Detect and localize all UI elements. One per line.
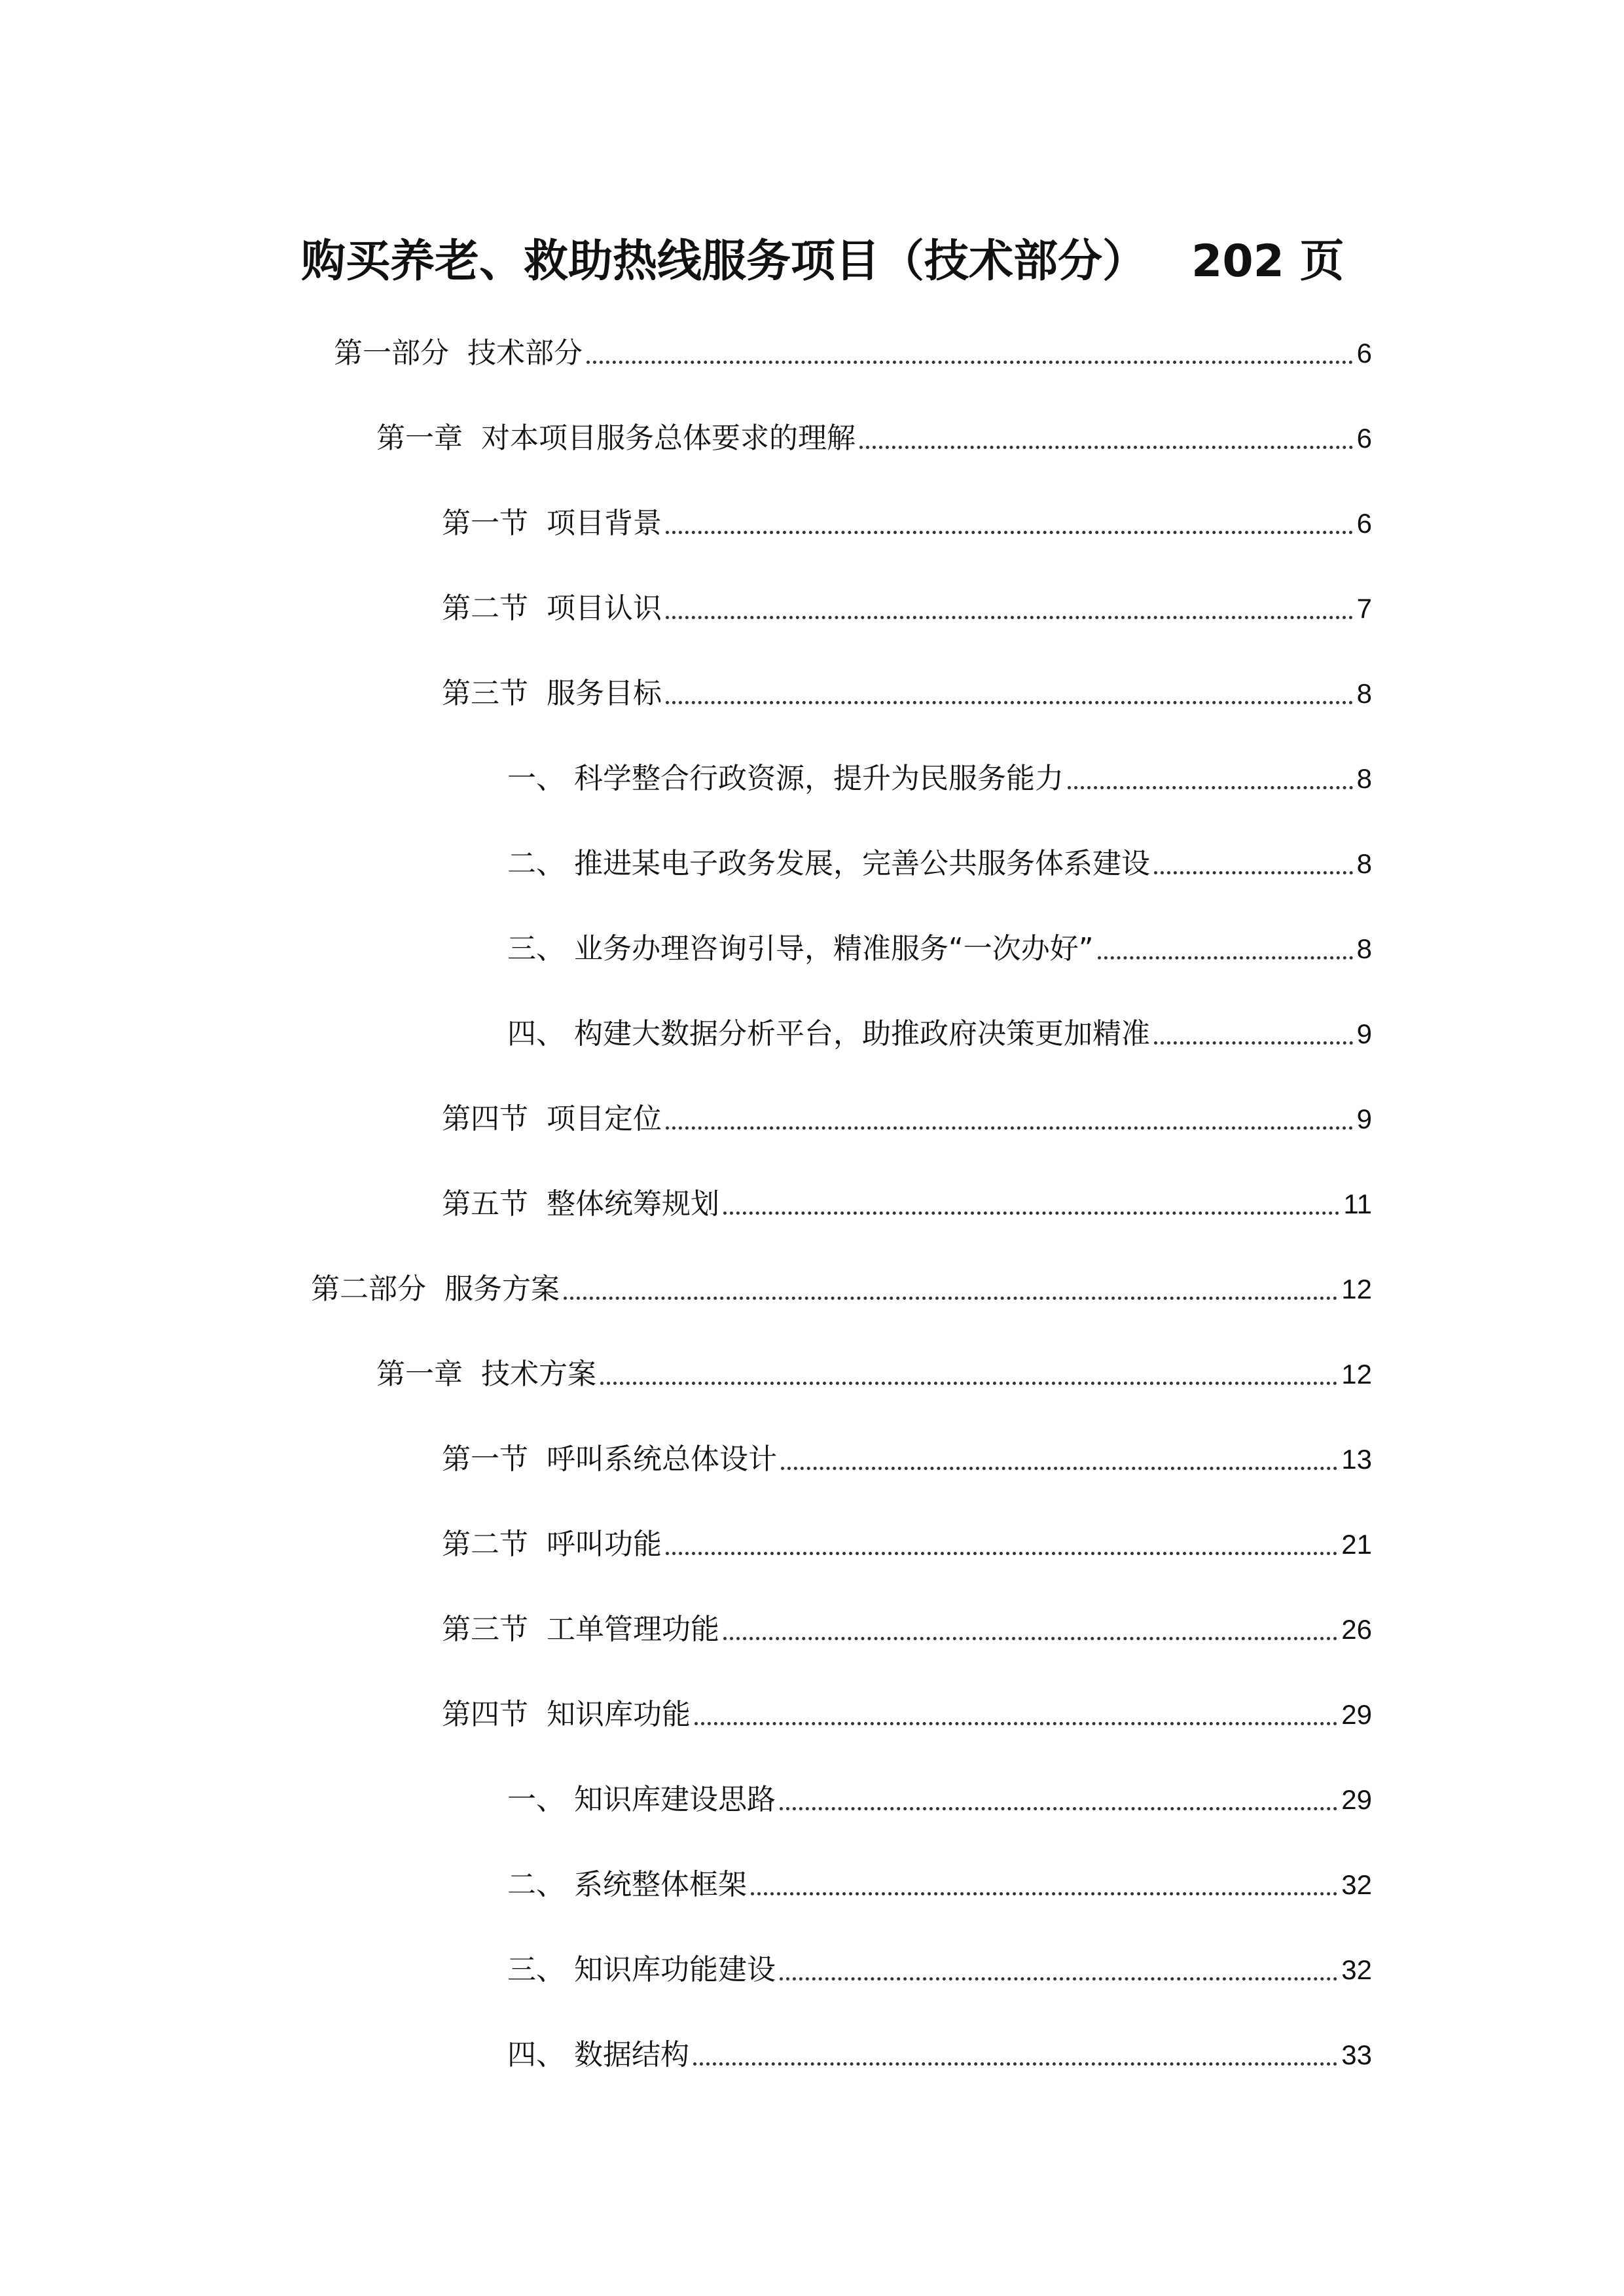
toc-entry-page: 11 [1343, 1189, 1372, 1219]
dot-leader [723, 1632, 1337, 1640]
toc-entry-label: 对本项目服务总体要求的理解 [481, 422, 856, 455]
toc-entry-label: 服务方案 [444, 1272, 560, 1306]
toc-entry-label: 项目定位 [547, 1102, 662, 1136]
toc-entry-page: 7 [1356, 593, 1372, 624]
toc-entry-page: 8 [1356, 848, 1372, 879]
dot-leader [586, 355, 1353, 364]
toc-entry-text [507, 844, 1150, 884]
toc-entry-subsection[interactable] [507, 1767, 1372, 1820]
toc-entry-text [442, 1610, 719, 1649]
toc-entry-text [507, 2036, 689, 2075]
toc-entry-text [442, 1100, 662, 1139]
toc-entry-section[interactable] [442, 661, 1372, 713]
toc-entry-subsection[interactable] [507, 2022, 1372, 2075]
toc-entry-subsection[interactable] [507, 746, 1372, 798]
dot-leader [1098, 951, 1353, 960]
dot-leader [780, 1972, 1337, 1981]
toc-entry-text [507, 1780, 776, 1820]
toc-entry-label: 推进某电子政务发展，完善公共服务体系建设 [574, 847, 1150, 880]
toc-entry-prefix: 一、 [507, 1783, 565, 1816]
toc-entry-part-1[interactable] [334, 321, 1372, 373]
dot-leader [751, 1887, 1337, 1895]
toc-entry-label: 技术方案 [481, 1357, 596, 1391]
toc-entry-section[interactable] [442, 491, 1372, 543]
toc-entry-page: 12 [1341, 1274, 1372, 1304]
toc-entry-prefix: 第一章 [376, 422, 463, 455]
toc-entry-prefix: 第五节 [442, 1187, 528, 1221]
toc-entry-page: 29 [1341, 1784, 1372, 1815]
dot-leader [666, 1121, 1353, 1130]
toc-entry-text [507, 759, 1064, 798]
toc-entry-page: 32 [1341, 1954, 1372, 1985]
toc-entry-prefix: 一、 [507, 762, 565, 795]
toc-entry-text [442, 674, 662, 713]
toc-entry-section[interactable] [442, 1427, 1372, 1479]
toc-entry-label: 技术部分 [467, 336, 583, 370]
toc-entry-prefix: 二、 [507, 1868, 565, 1901]
toc-entry-text [442, 1440, 777, 1479]
toc-entry-page: 9 [1356, 1103, 1372, 1134]
toc-entry-text [376, 1355, 596, 1394]
toc-entry-section[interactable] [442, 1512, 1372, 1564]
toc-entry-label: 项目认识 [547, 592, 662, 625]
toc-entry-text [507, 1865, 747, 1905]
toc-entry-prefix: 四、 [507, 2038, 565, 2072]
dot-leader [666, 611, 1353, 619]
toc-entry-prefix: 第一章 [376, 1357, 463, 1391]
toc-entry-prefix: 第一部分 [334, 336, 449, 370]
toc-entry-text [442, 1695, 691, 1734]
toc-entry-prefix: 三、 [507, 932, 565, 965]
dot-leader [564, 1291, 1337, 1300]
toc-entry-prefix: 第三节 [442, 1613, 528, 1646]
toc-entry-section[interactable] [442, 1172, 1372, 1224]
toc-entry-label: 知识库功能建设 [574, 1953, 776, 1986]
dot-leader [780, 1802, 1337, 1810]
toc-entry-text [442, 589, 662, 628]
toc-entry-chapter[interactable] [376, 1342, 1372, 1394]
toc-entry-label: 数据结构 [574, 2038, 689, 2072]
toc-entry-text [507, 1014, 1150, 1054]
toc-entry-section[interactable] [442, 1086, 1372, 1139]
toc-entry-page: 8 [1356, 763, 1372, 794]
toc-entry-subsection[interactable] [507, 1001, 1372, 1054]
dot-leader [1154, 1036, 1353, 1045]
toc-entry-prefix: 第一节 [442, 507, 528, 540]
dot-leader [1154, 866, 1353, 874]
toc-entry-subsection[interactable] [507, 1852, 1372, 1905]
toc-entry-page: 29 [1341, 1699, 1372, 1730]
toc-entry-prefix: 第二节 [442, 1528, 528, 1561]
dot-leader [693, 2057, 1337, 2066]
toc-entry-page: 6 [1356, 338, 1372, 368]
dot-leader [600, 1376, 1337, 1385]
toc-entry-label: 知识库建设思路 [574, 1783, 776, 1816]
toc-entry-section[interactable] [442, 1682, 1372, 1734]
toc-entry-label: 呼叫功能 [547, 1528, 662, 1561]
toc-entry-text [442, 1185, 719, 1224]
toc-entry-subsection[interactable] [507, 1937, 1372, 1990]
toc-entry-label: 整体统筹规划 [547, 1187, 719, 1221]
toc-entry-label: 项目背景 [547, 507, 662, 540]
toc-entry-chapter[interactable] [376, 406, 1372, 458]
toc-entry-page: 12 [1341, 1359, 1372, 1390]
toc-entry-section[interactable] [442, 576, 1372, 628]
toc-entry-page: 6 [1356, 423, 1372, 454]
toc-entry-prefix: 第三节 [442, 677, 528, 710]
toc-entry-label: 工单管理功能 [547, 1613, 719, 1646]
toc-entry-text [334, 334, 583, 373]
toc-entry-prefix: 第一节 [442, 1443, 528, 1476]
dot-leader [781, 1462, 1337, 1470]
dot-leader [666, 1547, 1337, 1555]
toc-entry-page: 13 [1341, 1444, 1372, 1475]
toc-entry-page: 32 [1341, 1869, 1372, 1900]
toc-entry-label: 系统整体框架 [574, 1868, 747, 1901]
toc-entry-subsection[interactable] [507, 916, 1372, 969]
toc-entry-section[interactable] [442, 1597, 1372, 1649]
toc-entry-page: 8 [1356, 933, 1372, 964]
toc-entry-prefix: 二、 [507, 847, 565, 880]
dot-leader [1068, 781, 1353, 789]
toc-entry-prefix: 第四节 [442, 1102, 528, 1136]
toc-entry-text [376, 419, 856, 458]
toc-entry-page: 8 [1356, 678, 1372, 709]
toc-entry-prefix: 四、 [507, 1017, 565, 1050]
title-text: 购买养老、救助热线服务项目（技术部分） [301, 236, 1147, 287]
toc-entry-label: 科学整合行政资源，提升为民服务能力 [574, 762, 1064, 795]
toc-entry-page: 21 [1341, 1529, 1372, 1560]
toc-entry-prefix: 三、 [507, 1953, 565, 1986]
toc-entry-prefix: 第二节 [442, 592, 528, 625]
toc-entry-part-2[interactable] [311, 1257, 1372, 1309]
toc-entry-text [507, 1950, 776, 1990]
toc-entry-page: 26 [1341, 1614, 1372, 1645]
toc-entry-text [442, 504, 662, 543]
dot-leader [666, 696, 1353, 704]
dot-leader [666, 526, 1353, 534]
toc-entry-page: 33 [1341, 2039, 1372, 2070]
toc-entry-label: 构建大数据分析平台，助推政府决策更加精准 [574, 1017, 1150, 1050]
toc-entry-text [507, 929, 1094, 969]
toc-entry-subsection[interactable] [507, 831, 1372, 884]
toc-entry-label: 服务目标 [547, 677, 662, 710]
title-page-count: 202 页 [1191, 236, 1344, 287]
toc-entry-label: 知识库功能 [547, 1698, 691, 1731]
dot-leader [859, 440, 1353, 449]
toc-entry-label: 呼叫系统总体设计 [547, 1443, 777, 1476]
dot-leader [695, 1717, 1337, 1725]
toc-entry-page: 6 [1356, 508, 1372, 539]
dot-leader [723, 1206, 1339, 1215]
toc-entry-prefix: 第四节 [442, 1698, 528, 1731]
toc-entry-text [442, 1525, 662, 1564]
toc-entry-label: 业务办理咨询引导，精准服务“一次办好” [574, 932, 1094, 965]
toc-entry-text [311, 1270, 560, 1309]
toc-entry-page: 9 [1356, 1018, 1372, 1049]
toc-entry-prefix: 第二部分 [311, 1272, 426, 1306]
